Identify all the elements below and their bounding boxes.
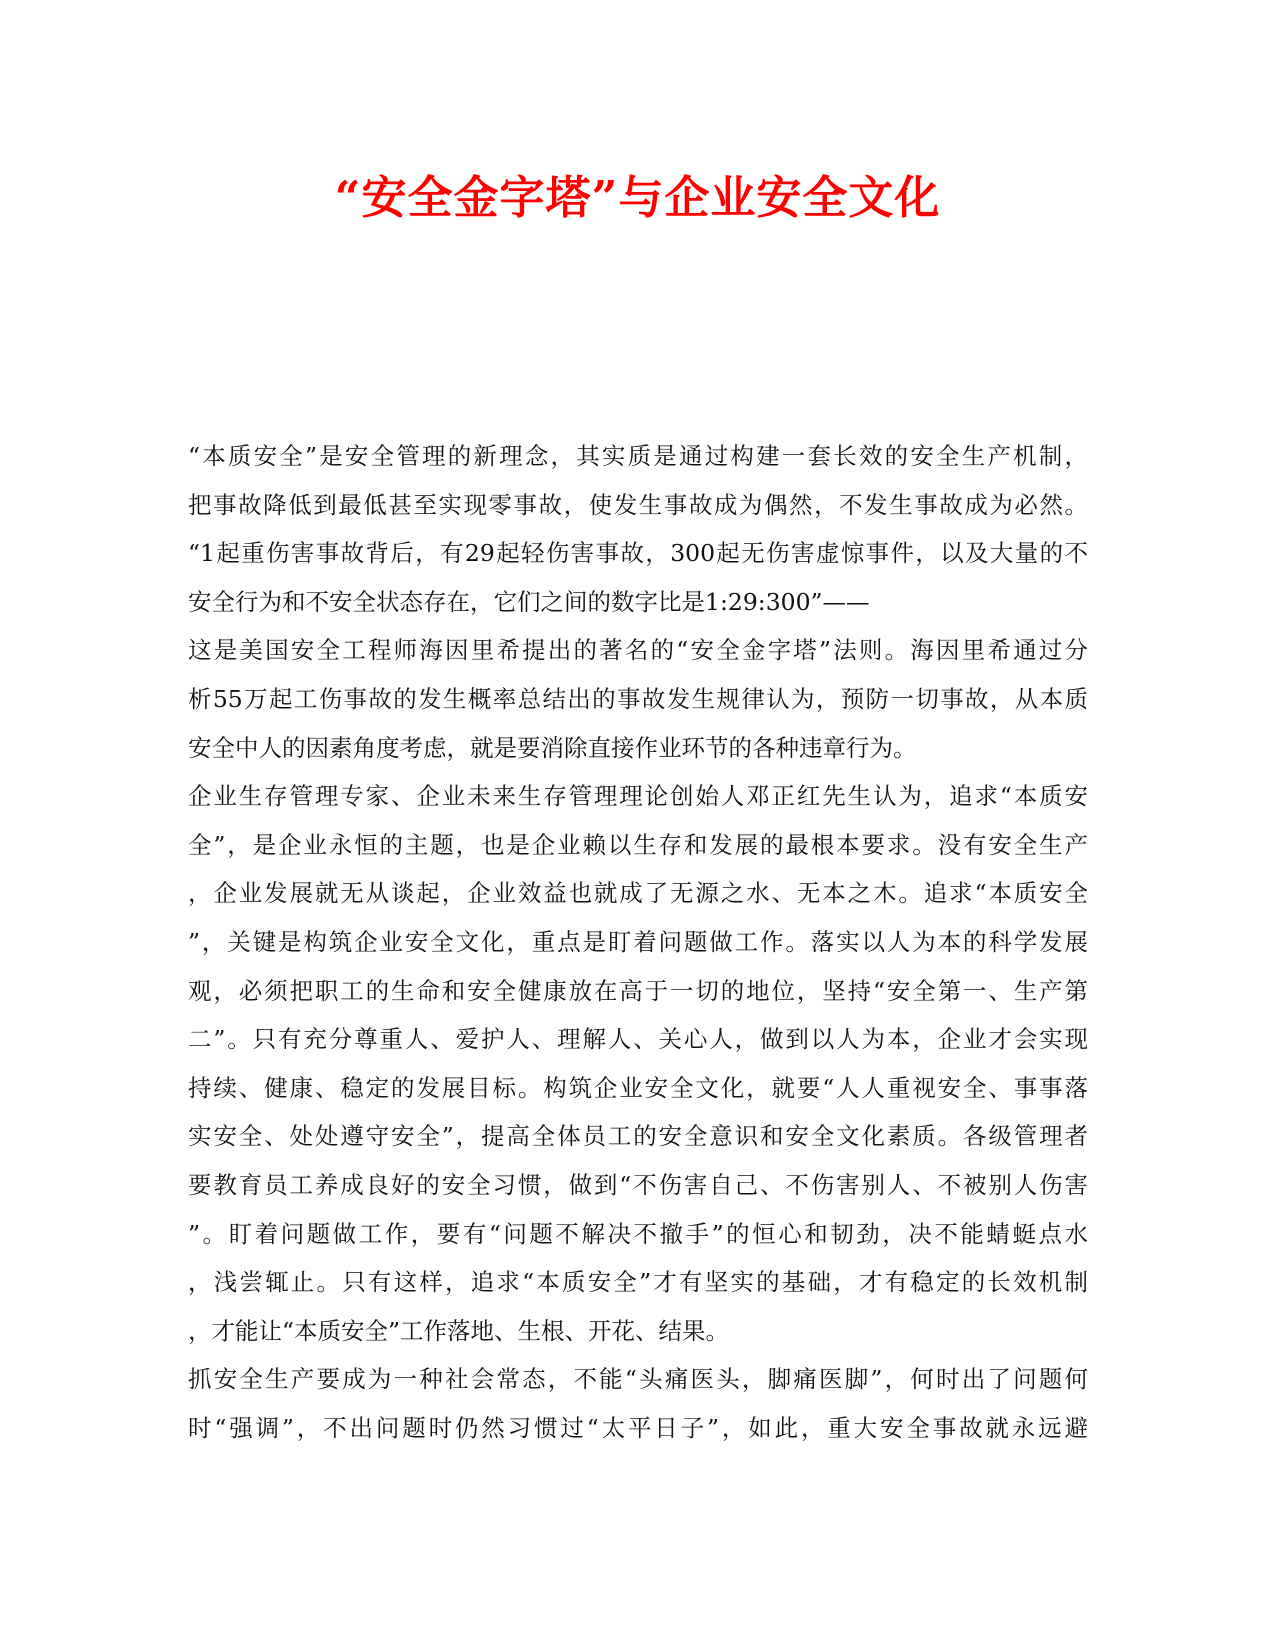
body-line: ”。盯着问题做工作，要有“问题不解决不撤手”的恒心和韧劲，决不能蜻蜓点水 (188, 1219, 1088, 1248)
body-line: 实安全、处处遵守安全”，提高全体员工的安全意识和安全文化素质。各级管理者 (188, 1122, 1088, 1151)
body-line: 全”，是企业永恒的主题，也是企业赖以生存和发展的最根本要求。没有安全生产 (188, 830, 1088, 859)
body-line: 二”。只有充分尊重人、爱护人、理解人、关心人，做到以人为本，企业才会实现 (188, 1025, 1088, 1054)
body-line: 安全行为和不安全状态存在，它们之间的数字比是1:29:300”—— (188, 587, 870, 616)
body-line: 观，必须把职工的生命和安全健康放在高于一切的地位，坚持“安全第一、生产第 (188, 976, 1088, 1005)
body-line: 企业生存管理专家、企业未来生存管理理论创始人邓正红先生认为，追求“本质安 (188, 782, 1088, 811)
body-line: 抓安全生产要成为一种社会常态，不能“头痛医头，脚痛医脚”，何时出了问题何 (188, 1365, 1088, 1394)
body-line: 把事故降低到最低甚至实现零事故，使发生事故成为偶然，不发生事故成为必然。 (188, 490, 1088, 519)
body-line: 要教育员工养成良好的安全习惯，做到“不伤害自己、不伤害别人、不被别人伤害 (188, 1170, 1088, 1199)
body-line: ，浅尝辄止。只有这样，追求“本质安全”才有坚实的基础，才有稳定的长效机制 (188, 1268, 1088, 1297)
document-title: “安全金字塔”与企业安全文化 (334, 171, 941, 224)
document-body (188, 432, 1088, 1452)
body-line: 这是美国安全工程师海因里希提出的著名的“安全金字塔”法则。海因里希通过分 (188, 636, 1088, 665)
body-line: ，才能让“本质安全”工作落地、生根、开花、结果。 (188, 1316, 730, 1345)
body-line: “1起重伤害事故背后，有29起轻伤害事故，300起无伤害虚惊事件，以及大量的不 (188, 539, 1088, 568)
body-line: 析55万起工伤事故的发生概率总结出的事故发生规律认为，预防一切事故，从本质 (188, 684, 1088, 713)
body-line: ，企业发展就无从谈起，企业效益也就成了无源之水、无本之木。追求“本质安全 (188, 879, 1088, 908)
body-line: 安全中人的因素角度考虑，就是要消除直接作业环节的各种违章行为。 (188, 733, 917, 762)
body-line: “本质安全”是安全管理的新理念，其实质是通过构建一套长效的安全生产机制， (188, 442, 1088, 470)
body-line: 时“强调”，不出问题时仍然习惯过“太平日子”，如此，重大安全事故就永远避 (188, 1413, 1088, 1442)
body-line: 持续、健康、稳定的发展目标。构筑企业安全文化，就要“人人重视安全、事事落 (188, 1073, 1088, 1102)
body-line: ”，关键是构筑企业安全文化，重点是盯着问题做工作。落实以人为本的科学发展 (188, 927, 1088, 956)
